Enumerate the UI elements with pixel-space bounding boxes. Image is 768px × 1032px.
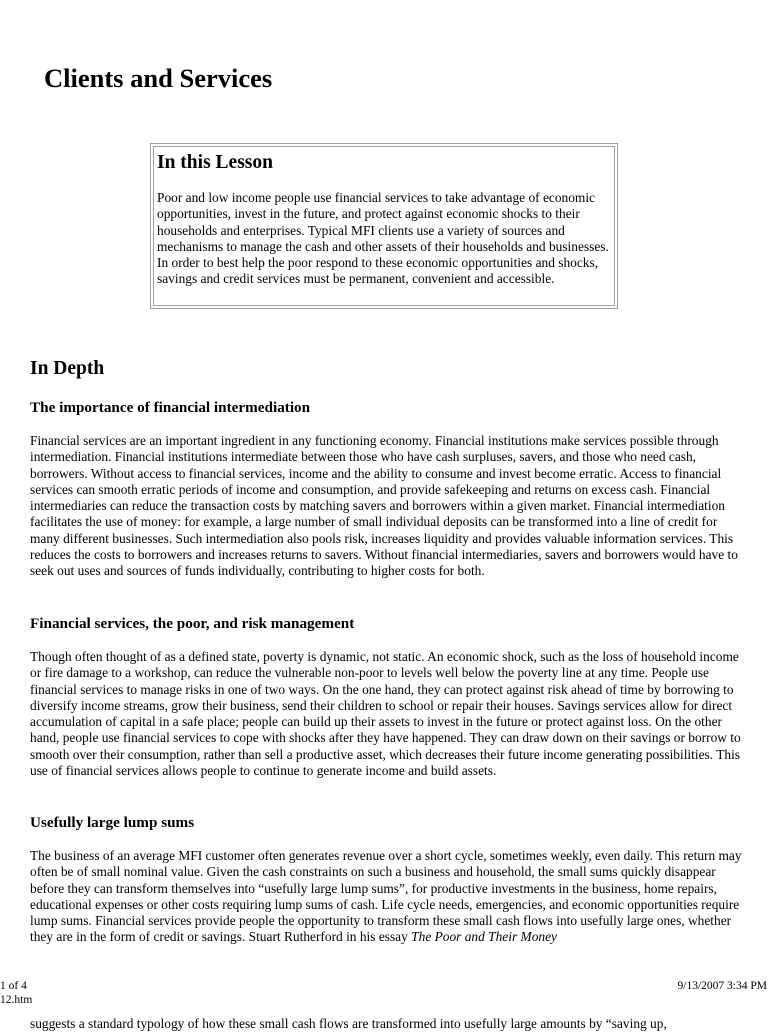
lesson-heading: In this Lesson — [157, 152, 273, 173]
section-text-lump-sums-body: The business of an average MFI customer often generates revenue over a short cycle, sometimes weekly, even daily. This return may often be of small nominal value. Given the cash constraints on such a business and household, the small sums quickly disappear before they can transform themselves into “usefully large lump sums”, for productive investments in the business, home repairs, educational expenses or other costs requiring lump sums of cash. Life cycle needs, emergencies, and economic opportunities require lump sums. Financial services provide people the opportunity to transform these small cash flows into usefully large ones, whether they are in the form of credit or savings. Stuart Rutherford in his essay — [30, 848, 742, 945]
page-title: Clients and Services — [44, 63, 273, 93]
footer-filename: 12.htm — [0, 994, 33, 1006]
book-title: The Poor and Their Money — [411, 929, 557, 945]
lesson-box — [150, 143, 618, 309]
lesson-box-inner — [153, 146, 615, 306]
section-text-intermediation: Financial services are an important ingredient in any functioning economy. Financial institutions make services possible through intermediation. Financial institutions intermediate between those who have cash surpluses, savers, and those who need cash, borrowers. Without access to financial services, income and the ability to consume and invest become erratic. Access to financial services can smooth erratic periods of income and consumption, and provide safekeeping and returns on excess cash. Financial intermediaries can reduce the transaction costs by matching savers and borrowers within a given market. Financial intermediation facilitates the use of money: for example, a large number of small individual deposits can be transformed into a line of credit for many different businesses. Such intermediation also pools risk, increases liquidity and provides valuable information services. This reduces the costs to borrowers and increases returns to savers. Without financial intermediaries, savers and borrowers would have to seek out uses and sources of funds individually, contributing to higher costs for both. — [30, 433, 738, 579]
section-text-risk: Though often thought of as a defined state, poverty is dynamic, not static. An economic shock, such as the loss of household income or fire damage to a workshop, can reduce the vulnerable non-poor to levels well below the poverty line at any time. People use financial services to manage risks in one of two ways. On the one hand, they can protect against risk ahead of time by borrowing to diversify income streams, grow their business, send their children to school or repair their houses. Savings services allow for direct accumulation of capital in a safe place; people can build up their assets to invest in the future or protect against loss. On the other hand, people use financial services to cope with shocks after they have happened. They can draw down on their savings or borrow to smooth over their consumption, rather than sell a productive asset, which decreases their future income generating possibilities. This use of financial services allows people to continue to generate income and build assets. — [30, 649, 741, 779]
section-heading-lump-sums: Usefully large lump sums — [30, 814, 195, 831]
footer-page-number: 1 of 4 — [0, 980, 27, 992]
footer-datetime: 9/13/2007 3:34 PM — [677, 980, 767, 992]
section-text-lump-sums — [30, 848, 750, 946]
lesson-text: Poor and low income people use financial services to take advantage of economic opportunities, invest in the future, and protect against economic shocks to their households and enterprises. Typical MFI clients use a variety of sources and mechanisms to manage the cash and other assets of their households and businesses. In order to best help the poor respond to these economic opportunities and shocks, savings and credit services must be permanent, convenient and accessible. — [157, 190, 609, 287]
section-heading-intermediation: The importance of financial intermediation — [30, 399, 311, 416]
next-page-line: suggests a standard typology of how these small cash flows are transformed into usefully large amounts by “saving up, — [30, 1016, 667, 1031]
in-depth-heading: In Depth — [30, 358, 105, 379]
section-heading-risk: Financial services, the poor, and risk management — [30, 615, 355, 632]
